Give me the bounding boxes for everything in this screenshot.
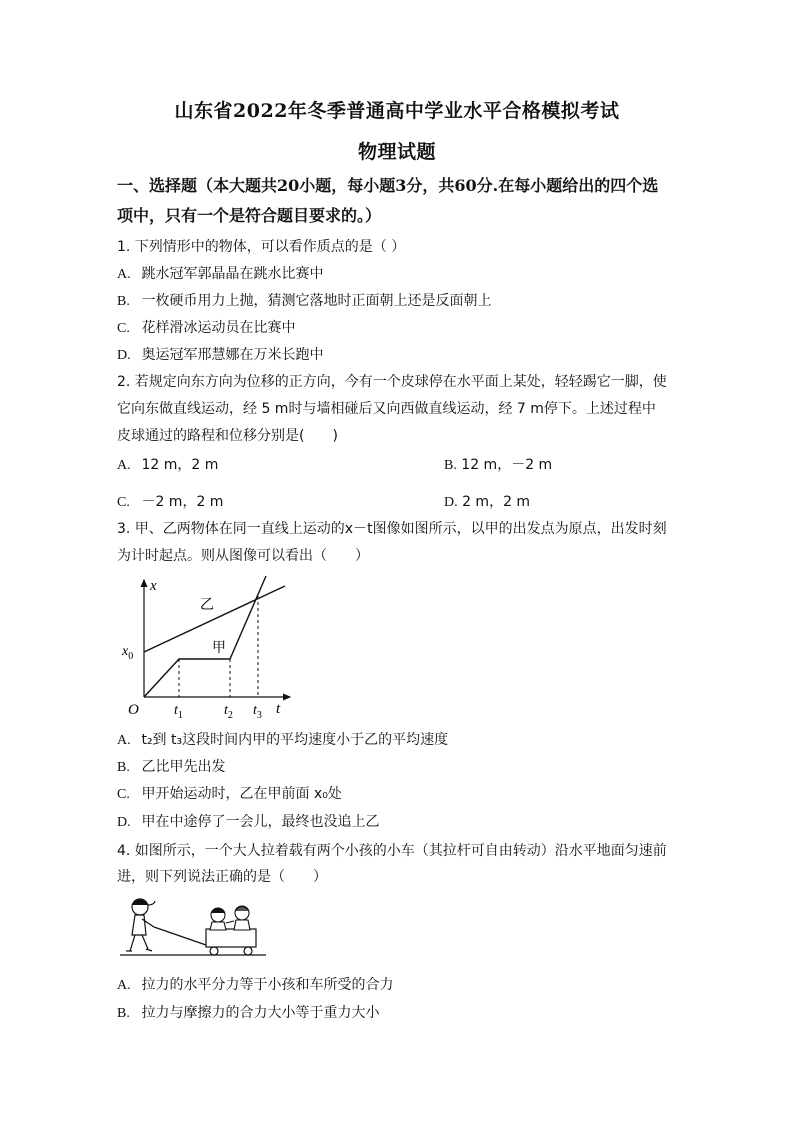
q1-option-b: B. 一枚硬币用力上抛，猜测它落地时正面朝上还是反面朝上 — [117, 293, 492, 309]
q1-option-d: D. 奥运冠军邢慧娜在万米长跑中 — [117, 347, 324, 363]
q2-option-a: A. 12 m，2 m — [117, 457, 219, 473]
q2-stem-line2: 它向东做直线运动，经 5 m时与墙相碰后又向西做直线运动，经 7 m停下。上述过程中 — [117, 401, 656, 417]
page-subtitle: 物理试题 — [357, 141, 436, 163]
y-axis-label: x — [150, 578, 157, 594]
q3-option-a: A. t₂到 t₃这段时间内甲的平均速度小于乙的平均速度 — [117, 732, 449, 748]
t3-label: $t_3$ — [253, 703, 262, 721]
q4-option-b: B. 拉力与摩擦力的合力大小等于重力大小 — [117, 1005, 380, 1021]
children-figures — [210, 906, 250, 930]
pull-rod — [154, 927, 206, 945]
label-yi: 乙 — [200, 597, 214, 613]
section-heading-line2: 项中，只有一个是符合题目要求的。） — [117, 206, 382, 225]
q4-stem-line2: 进，则下列说法正确的是（ ） — [117, 869, 327, 885]
q3-stem-line1: 3. 甲、乙两物体在同一直线上运动的x－t图像如图所示，以甲的出发点为原点，出发时刻 — [117, 521, 667, 537]
q2-option-c: C. －2 m，2 m — [117, 494, 224, 510]
q1-option-c: C. 花样滑冰运动员在比赛中 — [117, 320, 296, 336]
x-axis-label: t — [276, 701, 281, 717]
cart-body — [206, 929, 256, 947]
q4-stem-line1: 4. 如图所示，一个大人拉着载有两个小孩的小车（其拉杆可自由转动）沿水平地面匀速前 — [117, 843, 667, 859]
page-title: 山东省2022年冬季普通高中学业水平合格模拟考试 — [174, 100, 620, 122]
q1-option-a: A. 跳水冠军郭晶晶在跳水比赛中 — [117, 266, 324, 282]
q4-option-a: A. 拉力的水平分力等于小孩和车所受的合力 — [117, 977, 394, 993]
t1-label: $t_1$ — [174, 703, 183, 721]
q2-stem-line1: 2. 若规定向东方向为位移的正方向，今有一个皮球停在水平面上某处，轻轻踢它一脚，使 — [117, 374, 667, 390]
cart-wheel — [210, 947, 218, 955]
x0-label: $x_0$ — [122, 644, 134, 662]
q2-stem-line3: 皮球通过的路程和位移分别是( ) — [117, 428, 338, 444]
q3-option-d: D. 甲在中途停了一会儿，最终也没追上乙 — [117, 814, 380, 830]
q3-option-c: C. 甲开始运动时，乙在甲前面 x₀处 — [117, 786, 342, 802]
adult-figure — [126, 899, 155, 951]
t2-label: $t_2$ — [224, 703, 233, 721]
q3-xt-graph — [120, 572, 295, 722]
section-heading-line1: 一、选择题（本大题共20小题，每小题3分，共60分.在每小题给出的四个选 — [117, 176, 659, 195]
q3-stem-line2: 为计时起点。则从图像可以看出（ ） — [117, 548, 369, 564]
q4-cart-illustration — [118, 893, 268, 965]
q1-stem: 1. 下列情形中的物体，可以看作质点的是（ ） — [117, 239, 406, 255]
label-jia: 甲 — [212, 640, 226, 656]
q2-option-d: D. 2 m，2 m — [444, 494, 531, 510]
q3-option-b: B. 乙比甲先出发 — [117, 759, 226, 775]
origin-label: O — [128, 702, 139, 718]
line-jia — [144, 576, 266, 697]
q2-option-b: B. 12 m，－2 m — [444, 457, 553, 473]
cart-wheel — [244, 947, 252, 955]
